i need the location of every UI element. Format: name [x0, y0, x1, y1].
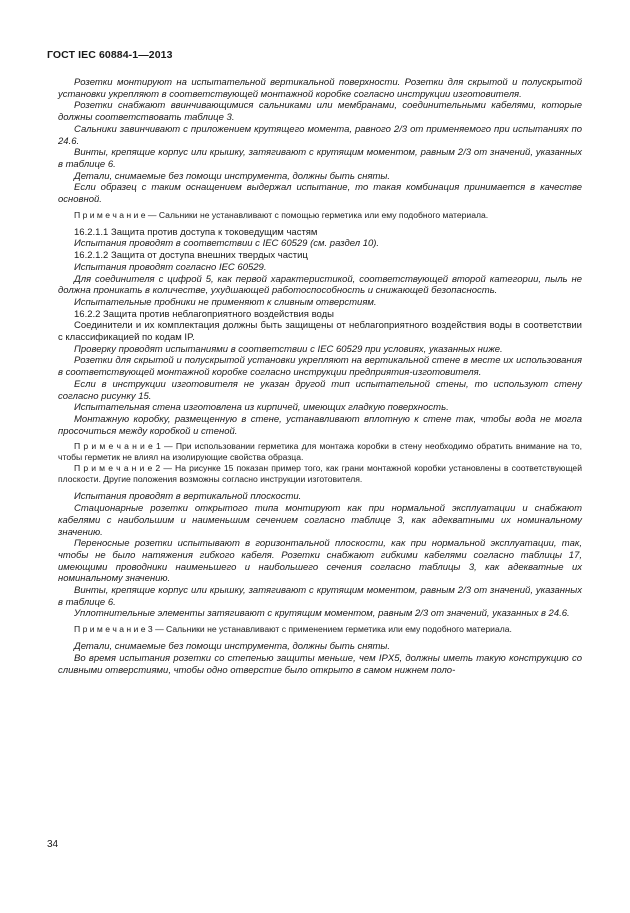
paragraph: Испытательные пробники не применяют к сливным отверстиям. [74, 296, 377, 308]
paragraph: Розетки для скрытой и полускрытой установки укрепляют на вертикальной стене в месте их использования в соответствующей монтажной коробке согласно инструкции предприятия-изготовителя. [58, 355, 582, 379]
paragraph: Испытания проводят в вертикальной плоскости. [74, 491, 302, 503]
note [58, 210, 582, 221]
paragraph: Розетки снабжают ввинчивающимися сальниками или мембранами, соединительными кабелями, которые должны соответствовать таблице 3. [58, 100, 582, 124]
document-body [58, 77, 582, 676]
paragraph: Детали, снимаемые без помощи инструмента, должны быть сняты. [74, 641, 391, 653]
paragraph: Розетки монтируют на испытательной вертикальной поверхности. Розетки для скрытой и полускрытой установки укрепляют в соответствующей монтажной коробке согласно инструкции изготовителя. [58, 77, 582, 100]
paragraph: Если образец с таким оснащением выдержал испытание, то такая комбинация принимается в качестве основной. [58, 182, 582, 206]
note [58, 463, 582, 485]
paragraph: Для соединителя с цифрой 5, как первой характеристикой, соответствующей второй категории, пыль не должна проникать в количестве, ухудшающей работоспособность и снижающей безопасность. [58, 273, 582, 297]
note [58, 441, 582, 463]
paragraph: Стационарные розетки открытого типа монтируют как при нормальной эксплуатации и снабжают кабелями с наибольшим и наименьшим сечением согласно таблице 3, как адекватными их номинальному значению. [58, 503, 582, 538]
paragraph: Если в инструкции изготовителя не указан другой тип испытательной стены, то используют стену согласно рисунку 15. [58, 378, 582, 402]
paragraph: Монтажную коробку, размещенную в стене, устанавливают вплотную к стене так, чтобы вода не могла просочиться между коробкой и стеной. [58, 413, 582, 437]
note-text: — При использовании герметика для монтажа коробки в стену необходимо обратить внимание на то, чтобы герметик не влиял на изолирующие свойства образца. [58, 441, 582, 463]
paragraph: Испытания проводят в соответствии с IEC 60529 (см. раздел 10). [74, 238, 380, 250]
paragraph: Проверку проводят испытаниями в соответствии с IEC 60529 при условиях, указанных ниже. [74, 343, 503, 355]
paragraph: Винты, крепящие корпус или крышку, затягивают с крутящим моментом, равным 2/3 от значений, указанных в таблице 6. [58, 147, 582, 170]
paragraph: Во время испытания розетки со степенью защиты меньше, чем IPX5, должны иметь такую конструкцию со сливными отверстиями, чтобы одно отверстие было открыто в самом нижнем поло- [58, 652, 582, 676]
page-number: 34 [47, 839, 59, 850]
note-label: П р и м е ч а н и е [74, 209, 146, 220]
paragraph: Соединители и их комплектация должны быть защищены от неблагоприятного воздействия воды в соответствии с классификацией по кодам IP. [58, 320, 582, 344]
section-heading: 16.2.2 Защита против неблагоприятного воздействия воды [74, 308, 334, 320]
paragraph: Сальники завинчивают с приложением крутящего момента, равного 2/3 от применяемого при испытаниях по 24.6. [58, 123, 582, 147]
section-heading: 16.2.1.1 Защита против доступа к токоведущим частям [74, 226, 318, 238]
note-text: — На рисунке 15 показан пример того, как грани монтажной коробки установлены в соответствующей плоскости. Другие положения возможны согласно инструкции изготовителя. [58, 463, 582, 485]
note [58, 624, 582, 635]
paragraph: Испытательная стена изготовлена из кирпичей, имеющих гладкую поверхность. [74, 402, 449, 414]
paragraph: Переносные розетки испытывают в горизонтальной плоскости, как при нормальной эксплуатации, так, чтобы не было натяжения гибкого кабеля. Розетки снабжают гибкими кабелями согласно таблицы 17, имеющими проводники наименьшего и наибольшего сечения согласно таблицы 3, как адекватные их номинальному значению. [58, 538, 582, 585]
paragraph: Уплотнительные элементы затягивают с крутящим моментом, равным 2/3 от значений, указанных в 24.6. [74, 608, 570, 620]
section-heading: 16.2.1.2 Защита от доступа внешних твердых частиц [74, 250, 308, 262]
note-text: — Сальники не устанавливают с помощью герметика или ему подобного материала. [145, 209, 489, 220]
note-label: П р и м е ч а н и е 1 [74, 441, 161, 452]
paragraph: Испытания проводят согласно IEC 60529. [74, 261, 267, 273]
note-label: П р и м е ч а н и е 3 [74, 624, 153, 635]
paragraph: Детали, снимаемые без помощи инструмента, должны быть сняты. [74, 170, 391, 182]
document-header: ГОСТ IEC 60884-1—2013 [47, 49, 173, 61]
paragraph: Винты, крепящие корпус или крышку, затягивают с крутящим моментом, равным 2/3 от значений, указанных в таблице 6. [58, 585, 582, 608]
note-label: П р и м е ч а н и е 2 [74, 463, 161, 474]
note-text: — Сальники не устанавливают с применением герметика или ему подобного материала. [152, 624, 512, 635]
